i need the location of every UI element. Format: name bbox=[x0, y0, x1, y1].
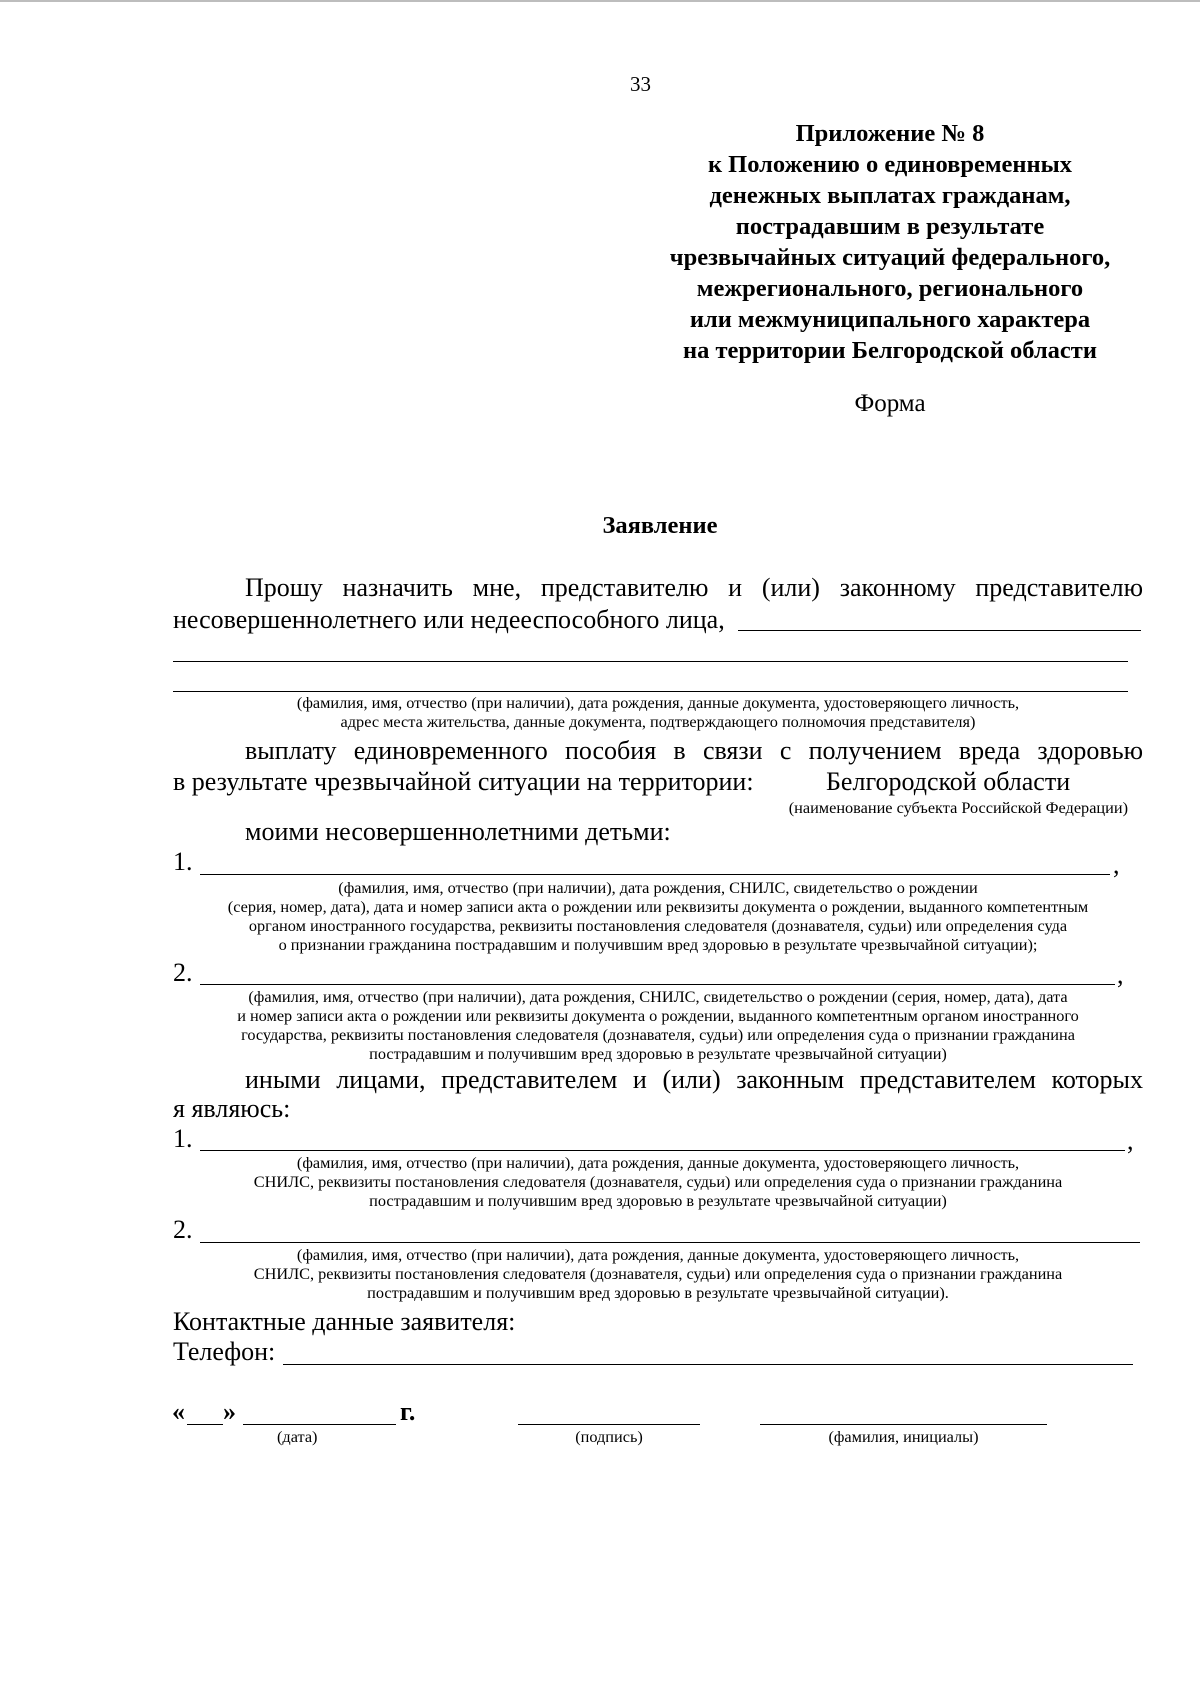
caption-line: (фамилия, имя, отчество (при наличии), дата рождения, данные документа, удостоверяющего личность, bbox=[296, 693, 1020, 712]
form-label: Форма bbox=[854, 390, 926, 417]
signature-field-line[interactable] bbox=[518, 1424, 700, 1425]
name-caption: (фамилия, инициалы) bbox=[828, 1427, 979, 1446]
applicant-caption bbox=[173, 693, 1143, 731]
appendix-header bbox=[640, 118, 1140, 366]
caption-line: (фамилия, имя, отчество (при наличии), дата рождения, данные документа, удостоверяющего личность, bbox=[296, 1153, 1020, 1172]
applicant-field-line[interactable] bbox=[173, 691, 1128, 692]
appendix-line: на территории Белгородской области bbox=[683, 337, 1097, 364]
comma: , bbox=[1117, 960, 1124, 989]
request-line-2: несовершеннолетнего или недееспособного лица, bbox=[173, 605, 725, 634]
child-1-field-line[interactable] bbox=[200, 874, 1110, 875]
page-top-edge bbox=[0, 0, 1200, 2]
appendix-line: или межмуниципального характера bbox=[689, 306, 1091, 333]
caption-line: СНИЛС, реквизиты постановления следователя (дознавателя, судьи) или определения суда о признании гражданина bbox=[253, 1172, 1063, 1191]
request-line-1: Прошу назначить мне, представителю и (или) законному представителю bbox=[245, 573, 1143, 602]
document-title: Заявление bbox=[602, 512, 718, 539]
caption-line: и номер записи акта о рождении или реквизиты документа о рождении, выданного компетентным органом иностранного bbox=[237, 1006, 1079, 1025]
others-line-2: я являюсь: bbox=[173, 1094, 291, 1123]
applicant-field-line[interactable] bbox=[738, 630, 1141, 631]
caption-line: пострадавшим и получившим вред здоровью в результате чрезвычайной ситуации) bbox=[369, 1191, 947, 1210]
child-1-caption bbox=[173, 878, 1143, 954]
caption-line: о признании гражданина пострадавшим и получившим вред здоровью в результате чрезвычайной ситуации); bbox=[278, 935, 1038, 954]
children-heading: моими несовершеннолетними детьми: bbox=[245, 817, 671, 846]
child-1-number: 1. bbox=[173, 847, 193, 876]
caption-line: пострадавшим и получившим вред здоровью в результате чрезвычайной ситуации) bbox=[369, 1044, 947, 1063]
region-value[interactable]: Белгородской области bbox=[826, 767, 1071, 796]
appendix-line: денежных выплатах гражданам, bbox=[709, 182, 1071, 209]
name-field-line[interactable] bbox=[760, 1424, 1047, 1425]
applicant-field-line[interactable] bbox=[173, 661, 1128, 662]
child-2-field-line[interactable] bbox=[200, 984, 1115, 985]
caption-line: государства, реквизиты постановления следователя (дознавателя, судьи) или определения суда о признании гражданина bbox=[241, 1025, 1075, 1044]
page-number: 33 bbox=[630, 72, 651, 96]
others-line-1: иными лицами, представителем и (или) законным представителем которых bbox=[245, 1065, 1143, 1094]
appendix-line: пострадавшим в результате bbox=[735, 213, 1045, 240]
caption-line: (фамилия, имя, отчество (при наличии), дата рождения, СНИЛС, свидетельство о рождении (серия, номер, дата), дата bbox=[248, 987, 1068, 1006]
other-1-number: 1. bbox=[173, 1124, 193, 1153]
year-suffix: г. bbox=[400, 1397, 416, 1426]
child-2-caption bbox=[173, 987, 1143, 1063]
appendix-line: межрегионального, регионального bbox=[696, 275, 1084, 302]
caption-line: адрес места жительства, данные документа, подтверждающего полномочия представителя) bbox=[340, 712, 976, 731]
date-caption: (дата) bbox=[277, 1427, 318, 1446]
comma: , bbox=[1113, 850, 1120, 879]
child-2-number: 2. bbox=[173, 958, 193, 987]
caption-line: СНИЛС, реквизиты постановления следователя (дознавателя, судьи) или определения суда о признании гражданина bbox=[253, 1264, 1063, 1283]
other-1-field-line[interactable] bbox=[200, 1150, 1125, 1151]
other-1-caption bbox=[173, 1153, 1143, 1210]
phone-label: Телефон: bbox=[173, 1337, 276, 1366]
month-field-line[interactable] bbox=[243, 1424, 396, 1425]
caption-line: (фамилия, имя, отчество (при наличии), дата рождения, СНИЛС, свидетельство о рождении bbox=[338, 878, 978, 897]
other-2-number: 2. bbox=[173, 1215, 193, 1244]
caption-line: органом иностранного государства, реквизиты постановления следователя (дознавателя, судьи) или определения суда bbox=[248, 916, 1068, 935]
contacts-heading: Контактные данные заявителя: bbox=[173, 1307, 516, 1336]
appendix-line: чрезвычайных ситуаций федерального, bbox=[669, 244, 1111, 271]
date-quote-close: » bbox=[223, 1397, 236, 1426]
caption-line: пострадавшим и получившим вред здоровью в результате чрезвычайной ситуации). bbox=[367, 1283, 949, 1302]
comma: , bbox=[1127, 1126, 1134, 1155]
region-caption: (наименование субъекта Российской Федерации) bbox=[788, 798, 1128, 817]
payment-line-2: в результате чрезвычайной ситуации на территории: bbox=[173, 767, 754, 796]
phone-field-line[interactable] bbox=[283, 1364, 1133, 1365]
caption-line: (серия, номер, дата), дата и номер записи акта о рождении или реквизиты документа о рождении, выданного компетентным bbox=[227, 897, 1089, 916]
other-2-caption bbox=[173, 1245, 1143, 1302]
appendix-line: Приложение № 8 bbox=[795, 120, 985, 147]
signature-caption: (подпись) bbox=[575, 1427, 643, 1446]
appendix-line: к Положению о единовременных bbox=[707, 151, 1073, 178]
caption-line: (фамилия, имя, отчество (при наличии), дата рождения, данные документа, удостоверяющего личность, bbox=[296, 1245, 1020, 1264]
payment-line-1: выплату единовременного пособия в связи с получением вреда здоровью bbox=[245, 736, 1143, 765]
date-quote-open: « bbox=[172, 1397, 185, 1426]
day-field-line[interactable] bbox=[187, 1424, 223, 1425]
other-2-field-line[interactable] bbox=[200, 1242, 1140, 1243]
